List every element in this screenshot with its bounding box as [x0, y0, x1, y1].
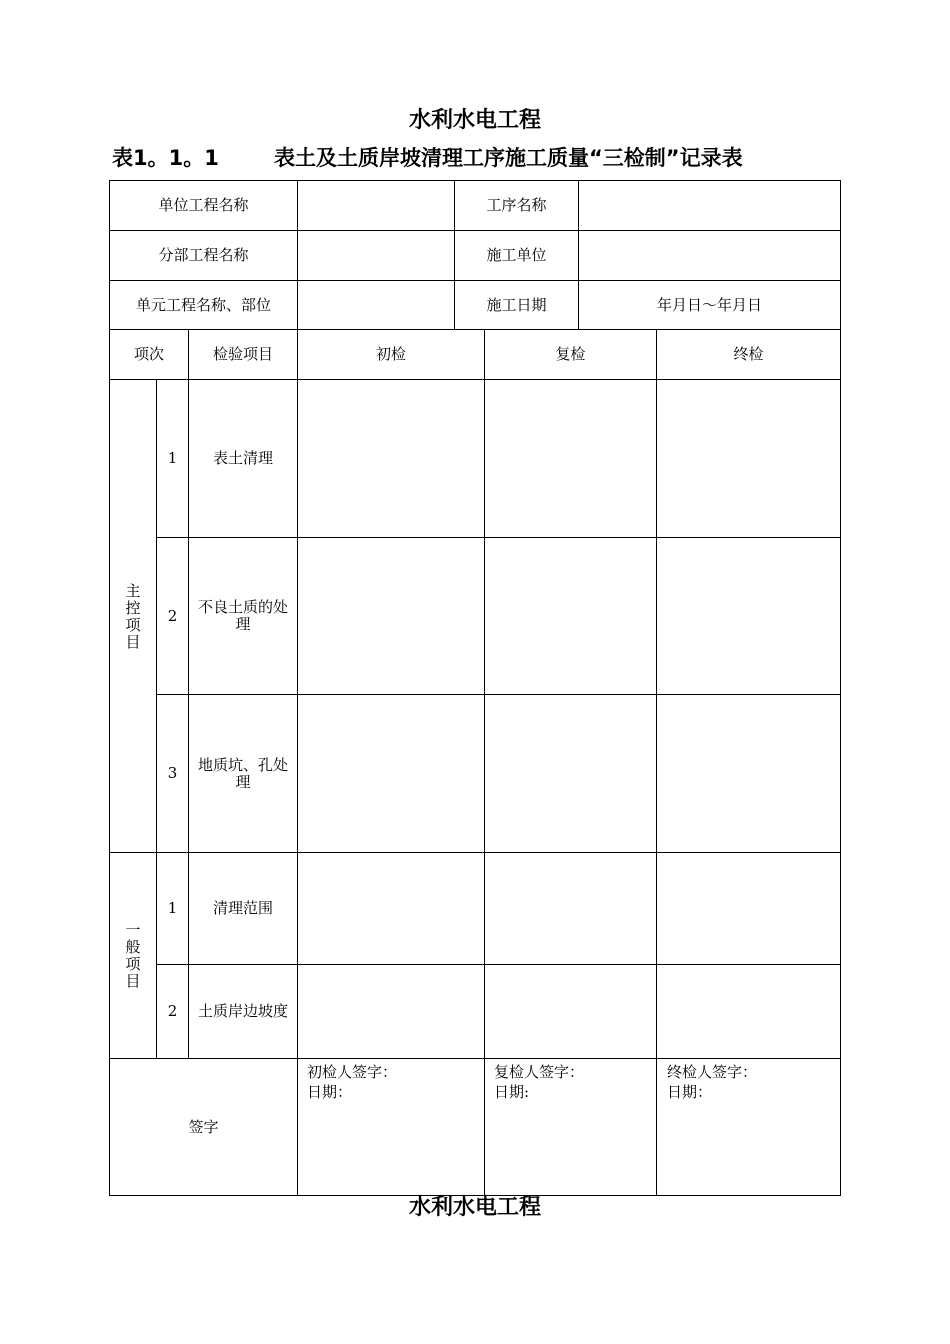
process-name-field[interactable] — [579, 181, 840, 230]
item-no-header: 项次 — [133, 345, 164, 363]
main-item-2-second-check[interactable] — [485, 538, 656, 694]
main-item-1-no: 1 — [167, 449, 178, 467]
process-name-label: 工序名称 — [486, 196, 547, 214]
division-project-label: 分部工程名称 — [158, 246, 249, 264]
main-item-2-final-check[interactable] — [657, 538, 840, 694]
document-header-title: 水利水电工程 — [408, 108, 541, 133]
main-item-2-first-check[interactable] — [298, 538, 484, 694]
general-item-2-no: 2 — [167, 1002, 178, 1020]
main-item-3-name: 地质坑、孔处理 — [197, 755, 288, 791]
general-item-1-second-check[interactable] — [485, 853, 656, 964]
division-project-field[interactable] — [298, 231, 454, 280]
unit-project-label: 单位工程名称 — [158, 196, 249, 214]
first-signer-label: 初检人签字： — [307, 1063, 398, 1081]
final-signer-label: 终检人签字： — [667, 1063, 758, 1081]
main-item-3-first-check[interactable] — [298, 695, 484, 852]
element-project-label: 单元工程名称、部位 — [135, 295, 271, 314]
construction-unit-label: 施工单位 — [486, 246, 547, 264]
main-item-1-final-check[interactable] — [657, 380, 840, 537]
general-item-1-no: 1 — [167, 899, 178, 917]
second-check-header: 复检 — [555, 345, 586, 363]
table-number: 表1。1。1 — [112, 146, 219, 170]
main-control-group-label: 主 控 项 目 — [125, 582, 141, 651]
first-check-header: 初检 — [375, 345, 406, 363]
first-date-label: 日期： — [307, 1083, 353, 1101]
inspection-item-header: 检验项目 — [212, 345, 273, 363]
general-item-1-first-check[interactable] — [298, 853, 484, 964]
second-date-label: 日期: — [494, 1083, 530, 1101]
document-footer-title: 水利水电工程 — [408, 1195, 541, 1220]
general-group-label: 一 般 项 目 — [125, 921, 141, 990]
main-item-2-no: 2 — [167, 606, 178, 625]
main-item-3-no: 3 — [167, 764, 178, 782]
signature-label: 签字 — [188, 1117, 219, 1136]
general-item-2-name: 土质岸边坡度 — [197, 1002, 288, 1020]
general-item-2-second-check[interactable] — [485, 965, 656, 1058]
main-item-1-name: 表土清理 — [212, 449, 273, 467]
second-signer-label: 复检人签字： — [494, 1063, 585, 1081]
construction-date-label: 施工日期 — [486, 295, 547, 314]
main-item-1-second-check[interactable] — [485, 380, 656, 537]
final-check-header: 终检 — [733, 345, 764, 363]
general-item-1-name: 清理范围 — [212, 899, 273, 917]
construction-date-value[interactable]: 年月日～年月日 — [656, 295, 762, 314]
main-item-1-first-check[interactable] — [298, 380, 484, 537]
main-item-3-second-check[interactable] — [485, 695, 656, 852]
construction-unit-field[interactable] — [579, 231, 840, 280]
table-name: 表土及土质岸坡清理工序施工质量“三检制”记录表 — [274, 146, 743, 170]
general-item-2-first-check[interactable] — [298, 965, 484, 1058]
general-item-2-final-check[interactable] — [657, 965, 840, 1058]
main-item-3-final-check[interactable] — [657, 695, 840, 852]
final-date-label: 日期： — [667, 1083, 713, 1101]
main-item-2-name: 不良土质的处理 — [197, 598, 288, 633]
general-item-1-final-check[interactable] — [657, 853, 840, 964]
element-project-field[interactable] — [298, 281, 454, 329]
unit-project-field[interactable] — [298, 181, 454, 230]
